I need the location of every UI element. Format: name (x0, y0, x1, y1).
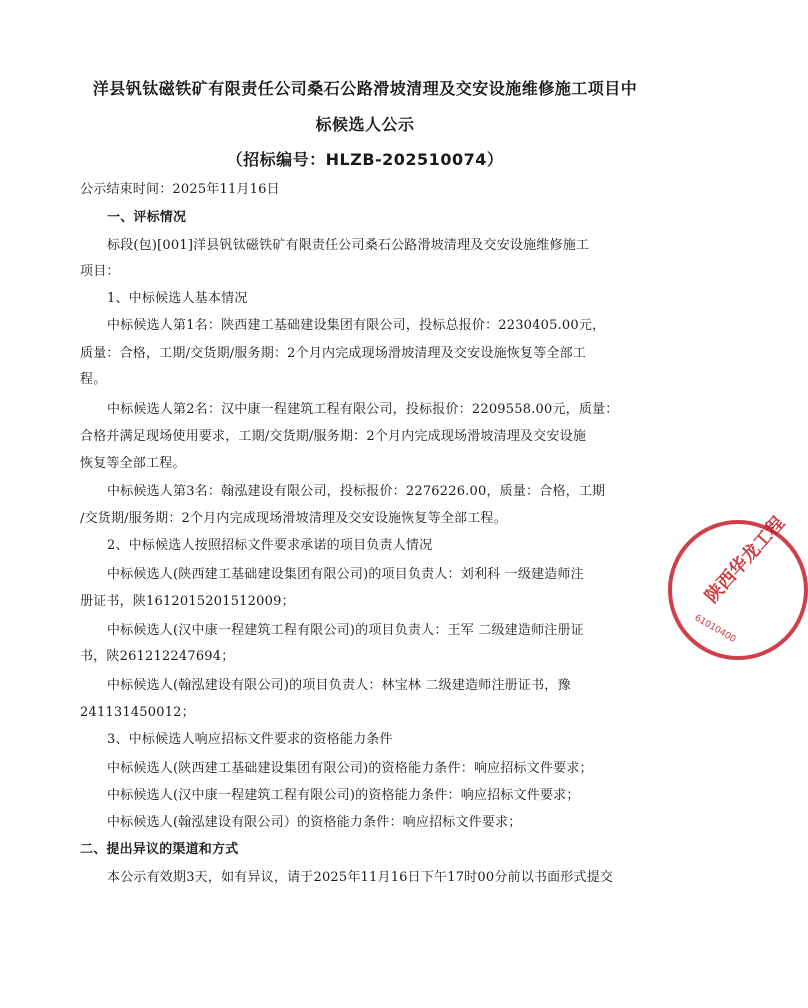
candidate-1-line-1: 中标候选人第1名：陕西建工基础建设集团有限公司，投标总报价：2230405.00元， (107, 318, 606, 333)
project-manager-3-line-2: 241131450012； (80, 705, 195, 720)
stamp-text: 陕西华龙工程 (701, 512, 790, 608)
qualification-1: 中标候选人(陕西建工基础建设集团有限公司)的资格能力条件：响应招标文件要求； (107, 761, 593, 776)
subsection-2-heading: 2、中标候选人按照招标文件要求承诺的项目负责人情况 (107, 538, 433, 553)
lot-line-1: 标段(包)[001]洋县钒钛磁铁矿有限责任公司桑石公路滑坡清理及交安设施维修施工 (107, 238, 590, 253)
stamp-code: 61010400 (692, 613, 738, 645)
section-1-heading: 一、评标情况 (107, 210, 187, 225)
lot-line-2: 项目： (80, 264, 120, 279)
candidate-2-line-2: 合格并满足现场使用要求，工期/交货期/服务期：2个月内完成现场滑坡清理及交安设施 (80, 429, 587, 444)
subsection-1-heading: 1、中标候选人基本情况 (107, 291, 248, 306)
qualification-2: 中标候选人(汉中康一程建筑工程有限公司)的资格能力条件：响应招标文件要求； (107, 788, 580, 803)
candidate-2-line-1: 中标候选人第2名：汉中康一程建筑工程有限公司，投标报价：2209558.00元，质量： (107, 402, 619, 417)
project-manager-3-line-1: 中标候选人(翰泓建设有限公司)的项目负责人：林宝林 二级建造师注册证书，豫 (107, 678, 571, 693)
company-seal-stamp (668, 512, 808, 660)
title-line-2: 标候选人公示 (315, 115, 415, 134)
candidate-1-line-3: 程。 (80, 372, 107, 387)
project-manager-2-line-1: 中标候选人(汉中康一程建筑工程有限公司)的项目负责人：王军 二级建造师注册证 (107, 623, 584, 638)
title-line-1: 洋县钒钛磁铁矿有限责任公司桑石公路滑坡清理及交安设施维修施工项目中 (92, 79, 638, 98)
candidate-1-line-2: 质量：合格，工期/交货期/服务期：2个月内完成现场滑坡清理及交安设施恢复等全部工 (80, 346, 587, 361)
project-manager-1-line-1: 中标候选人(陕西建工基础建设集团有限公司)的项目负责人：刘利科 一级建造师注 (107, 567, 584, 582)
announcement-end-time: 公示结束时间：2025年11月16日 (80, 182, 280, 197)
project-manager-2-line-2: 书，陕261212247694； (80, 649, 235, 664)
objection-text: 本公示有效期3天，如有异议，请于2025年11月16日下午17时00分前以书面形式提交 (107, 870, 614, 885)
qualification-3: 中标候选人(翰泓建设有限公司）的资格能力条件：响应招标文件要求； (107, 815, 522, 830)
candidate-2-line-3: 恢复等全部工程。 (80, 456, 186, 471)
candidate-3-line-1: 中标候选人第3名：翰泓建设有限公司，投标报价：2276226.00，质量：合格，工期 (107, 484, 606, 499)
section-2-heading: 二、提出异议的渠道和方式 (80, 842, 239, 857)
bid-number: （招标编号：HLZB-202510074） (226, 150, 504, 169)
project-manager-1-line-2: 册证书，陕1612015201512009； (80, 594, 295, 609)
candidate-3-line-2: /交货期/服务期：2个月内完成现场滑坡清理及交安设施恢复等全部工程。 (80, 511, 507, 526)
subsection-3-heading: 3、中标候选人响应招标文件要求的资格能力条件 (107, 732, 393, 747)
